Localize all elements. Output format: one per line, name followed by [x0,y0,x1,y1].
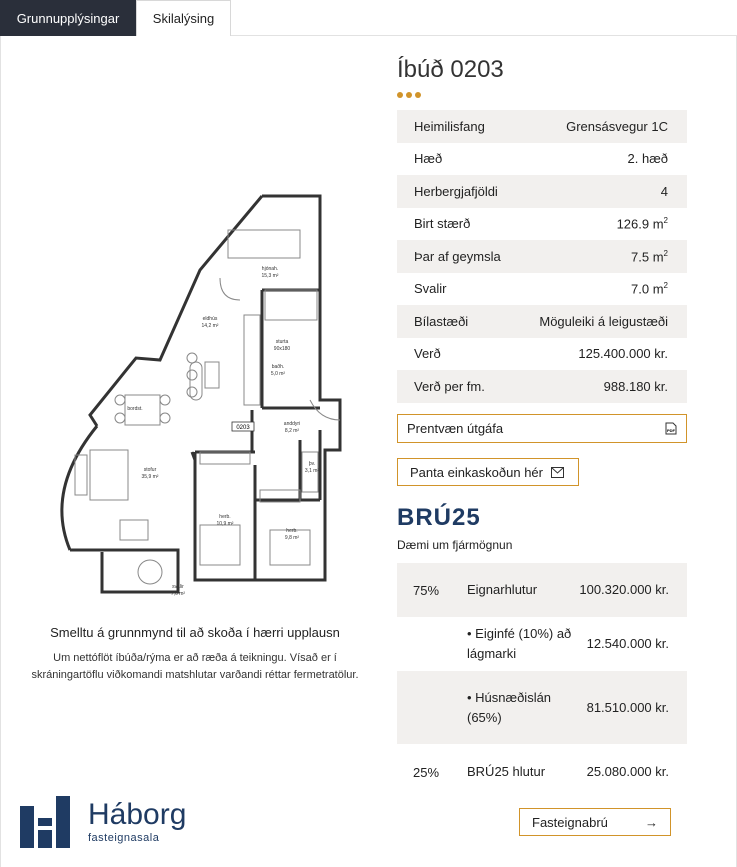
fasteignabru-label: Fasteignabrú [532,814,608,830]
financing-table [397,563,687,800]
apartment-details [397,56,687,403]
haborg-logo[interactable] [20,796,186,848]
arrow-right-icon: → [645,814,658,830]
info-row-balcony: Svalir 7.0 $m^2$ [414,281,668,297]
mail-icon [551,467,564,478]
brand-name: Háborg [88,798,187,831]
svg-text:3,1 m²: 3,1 m² [304,468,320,474]
floor-plan[interactable] [20,190,360,610]
svg-text:90x180: 90x180 [273,346,291,352]
info-row-address: Heimilisfang Grensásvegur 1C [397,110,687,143]
svg-text:PDF: PDF [667,428,675,433]
tab-bar [0,0,231,36]
svg-text:þv.: þv. [308,461,316,467]
svg-text:14,2 m²: 14,2 m² [201,323,219,329]
svg-text:35,9 m²: 35,9 m² [141,474,159,480]
brand-tagline: fasteignasala [88,832,160,844]
info-row-rooms: Herbergjafjöldi 4 [397,175,687,208]
fasteignabru-button[interactable] [519,808,671,836]
decor-dots [397,92,687,98]
info-row-price-per-sqm: Verð per fm. 988.180 kr. [397,370,687,403]
floorplan-caption [20,625,370,684]
apartment-title: Íbúð 0203 [397,56,504,83]
print-version-label: Prentvæn útgáfa [407,421,504,436]
book-viewing-label: Panta einkaskoðun hér [410,464,543,480]
svg-text:9,8 m²: 9,8 m² [284,535,300,541]
financing-subtitle: Dæmi um fjármögnun [397,538,513,552]
floorplan-hint: Smelltu á grunnmynd til að skoða í hærri upplausn [50,625,340,640]
book-viewing-button[interactable] [397,458,579,486]
info-row-floor: Hæð 2. hæð [414,151,668,167]
svg-text:anddyri: anddyri [283,421,301,427]
financing-row: • Eiginfé (10%) að lágmarki 12.540.000 kr. [467,626,669,661]
svg-text:herb.: herb. [286,528,298,534]
svg-text:baðh.: baðh. [271,364,285,370]
svg-text:sturta: sturta [275,339,289,345]
financing-row: 75% Eignarhlutur 100.320.000 kr. [397,563,687,617]
info-row-size: Birt stærð 126.9 $m^2$ [414,216,668,232]
tab-skilalysing[interactable]: Skilalýsing [136,0,231,36]
svg-text:7,0 m²: 7,0 m² [170,591,186,597]
financing-row: • Húsnæðislán (65%) 81.510.000 kr. [397,671,687,744]
svg-text:15,3 m²: 15,3 m² [261,273,279,279]
tab-grunnupplysingar[interactable]: Grunnupplýsingar [0,0,136,36]
svg-text:5,0 m²: 5,0 m² [270,371,286,377]
svg-text:svalir: svalir [172,584,184,590]
info-row-storage: Þar af geymsla 7.5 $m^2$ [397,240,687,273]
pdf-icon [665,422,677,435]
unit-label: 0203 [236,425,250,431]
svg-text:10,9 m²: 10,9 m² [216,521,234,527]
bru25-logo: BRÚ25 [397,504,481,531]
financing-row: 25% BRÚ25 hlutur 25.080.000 kr. [413,764,669,780]
info-table [397,110,687,403]
svg-text:herb.: herb. [219,514,231,520]
info-row-parking: Bílastæði Möguleiki á leigustæði [397,305,687,338]
room-label: hjónah. [261,266,279,272]
svg-text:bordst.: bordst. [127,406,143,412]
svg-text:stofur: stofur [143,467,157,473]
print-version-button[interactable] [397,414,687,443]
svg-text:8,2 m²: 8,2 m² [284,428,300,434]
svg-text:eldhús: eldhús [202,316,218,322]
info-row-price: Verð 125.400.000 kr. [414,346,668,362]
haborg-logo-mark [20,796,74,848]
floorplan-note: Um nettóflöt íbúða/rýma er að ræða á teikningu. Vísað er í skráningartöflu viðkomandi matshlutar varðandi réttar fermetratölur. [31,652,359,681]
